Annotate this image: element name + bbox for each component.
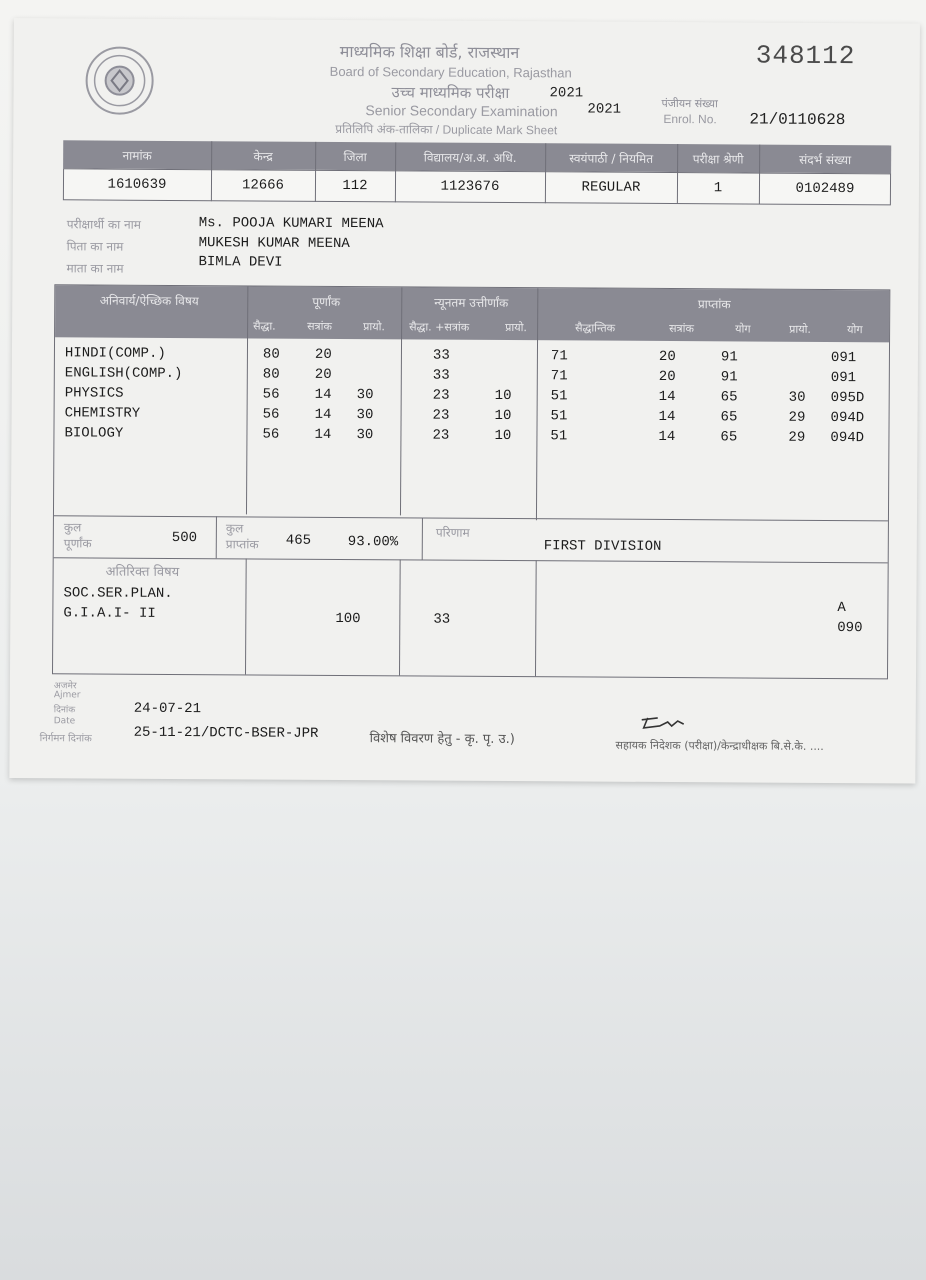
marks-cell-obt-sess: 20 [658,368,676,386]
marks-subheader: योग [847,323,863,337]
marks-cell-subject: HINDI(COMP.) [64,345,166,362]
board-name-hindi: माध्यमिक शिक्षा बोर्ड, राजस्थान [339,41,520,63]
marks-cell-subject: BIOLOGY [64,425,124,442]
marks-cell-max-th: 80 [262,366,280,383]
marks-cell-max-th: 56 [262,406,280,423]
marks-cell-min-th: 33 [432,367,450,384]
marks-cell-obt-sum: 65 [720,429,738,446]
marks-cell-max-pr: 30 [356,407,374,424]
marks-cell-obt-sum: 65 [720,409,738,426]
sheet-type: प्रतिलिपि अंक-तालिका / Duplicate Mark Sheet [335,121,558,138]
enrol-number: 21/0110628 [749,110,846,130]
place-hindi: अजमेर [53,681,77,692]
signature [638,712,698,736]
marks-cell-min-pr: 10 [494,427,512,445]
marks-cell-min-th: 33 [432,347,450,364]
marks-cell-min-pr: 10 [494,407,512,425]
additional-min-marks: 33 [433,611,451,628]
marks-cell-obt-pr: 29 [788,409,806,426]
marks-cell-min-th: 23 [432,387,450,404]
issue-date-label: निर्गमन दिनांक [39,733,92,745]
mother-name: BIMLA DEVI [198,254,283,271]
marks-subheader: योग [735,322,751,336]
marks-subheader: सत्रांक [307,319,332,333]
marks-cell-obt-sess: 14 [658,428,676,446]
info-table [63,140,891,205]
marks-cell-max-sess: 14 [314,386,332,403]
marks-table-row [54,425,888,450]
additional-grade: A [837,600,846,617]
marks-cell-obt-sess: 14 [658,408,676,426]
marks-subheader: प्रायो. [505,321,528,335]
marks-cell-min-pr: 10 [494,387,512,405]
marks-cell-obt-sum: 91 [720,349,738,366]
mother-name-label: माता का नाम [66,261,124,276]
marks-cell-max-sess: 20 [314,366,332,383]
marks-table [52,284,890,679]
marks-cell-obt-sum: 65 [720,389,738,406]
marks-cell-max-th: 80 [262,346,280,363]
marks-cell-obt-sess: 14 [658,388,676,406]
marks-subheader: प्रायो. [789,322,811,336]
marks-cell-obt-sess: 20 [658,348,676,366]
marks-cell-max-pr: 30 [356,387,374,404]
total-max-label: कुल पूर्णांक [63,520,92,551]
student-name-label: परीक्षार्थी का नाम [66,217,142,232]
date-2: 25-11-21/DCTC-BSER-JPR [133,724,319,742]
max-marks-header: पूर्णांक [312,294,341,309]
subject-column-header: अनिवार्य/ऐच्छिक विषय [99,293,199,309]
marks-cell-obt-th: 71 [550,368,568,385]
additional-subject-2: G.I.A.I- II [63,605,156,622]
marks-subheader: सत्रांक [669,322,694,336]
info-value-cell: 12666 [241,177,285,194]
info-value-cell: 0102489 [795,180,855,198]
total-max-marks: 500 [171,529,198,547]
marks-cell-max-sess: 14 [314,406,332,423]
info-value-cell: REGULAR [581,179,641,196]
info-value-cell: 112 [342,178,368,195]
exam-name-hindi: उच्च माध्यमिक परीक्षा [391,83,510,103]
marks-cell-total: 094D [830,409,865,427]
marks-subheader: प्रायो. [363,320,386,334]
date-1: 24-07-21 [133,700,202,718]
additional-max-marks: 100 [335,610,361,628]
father-name-label: पिता का नाम [66,239,124,254]
exam-year-english: 2021 [587,101,622,118]
info-header-cell: परीक्षा श्रेणी [692,152,744,167]
marks-cell-obt-pr: 29 [788,429,806,446]
marks-cell-total: 091 [830,349,857,367]
place-english: Ajmer [53,690,81,701]
obtained-marks-header: प्राप्तांक [697,297,731,312]
info-header-cell: केन्द्र [253,149,273,164]
date-label-hindi: दिनांक [53,705,76,716]
student-name: Ms. POOJA KUMARI MEENA [198,215,384,233]
enrol-label-hindi: पंजीयन संख्या [661,96,718,111]
marks-cell-obt-th: 51 [550,408,568,425]
marks-cell-max-th: 56 [262,426,280,443]
mark-sheet [9,18,920,784]
total-obtained-marks: 465 [285,532,312,549]
special-note: विशेष विवरण हेतु - कृ. पृ. उ.) [369,731,515,748]
date-label-english: Date [53,716,76,727]
marks-cell-subject: ENGLISH(COMP.) [64,365,183,383]
board-seal-logo [83,44,155,116]
marks-subheader: सैद्धा. [253,319,276,333]
board-name-english: Board of Secondary Education, Rajasthan [329,63,572,81]
exam-year: 2021 [549,85,584,102]
marks-cell-max-sess: 20 [314,346,332,363]
result-label: परिणाम [435,525,470,540]
marks-cell-max-th: 56 [262,386,280,403]
marks-cell-total: 091 [830,369,857,387]
additional-subject-label: अतिरिक्त विषय [105,564,180,581]
marks-cell-obt-th: 71 [550,348,568,365]
marks-subheader: सैद्धान्तिक [575,321,616,335]
info-header-cell: नामांक [122,148,152,163]
info-value-cell: 1610639 [107,176,167,193]
marks-cell-subject: PHYSICS [64,385,124,402]
marks-cell-obt-th: 51 [550,388,568,405]
additional-subject-1: SOC.SER.PLAN. [63,585,173,602]
marks-cell-obt-sum: 91 [720,369,738,386]
info-value-cell: 1123676 [440,178,500,195]
marks-cell-min-th: 23 [432,427,450,444]
info-header-cell: जिला [343,150,367,165]
serial-number: 348112 [755,40,856,72]
total-obtained-label: कुल प्राप्तांक [225,521,259,552]
marks-cell-max-sess: 14 [314,426,332,443]
marks-cell-obt-pr: 30 [788,389,806,406]
marks-cell-total: 094D [830,429,865,447]
percentage: 93.00% [347,534,399,551]
info-value-cell: 1 [713,180,723,197]
info-header-cell: स्वयंपाठी / नियमित [569,151,654,166]
min-marks-header: न्यूनतम उत्तीर्णांक [434,295,509,311]
father-name: MUKESH KUMAR MEENA [198,235,350,253]
marks-cell-total: 095D [830,389,865,407]
marks-cell-subject: CHEMISTRY [64,405,141,422]
info-header-cell: विद्यालय/अ.अ. अधि. [423,150,517,166]
exam-name-english: Senior Secondary Examination [365,102,558,120]
marks-cell-max-pr: 30 [356,427,374,444]
marks-cell-obt-th: 51 [550,428,568,445]
marks-cell-min-th: 23 [432,407,450,424]
enrol-label-english: Enrol. No. [663,111,717,127]
info-header-cell: संदर्भ संख्या [799,152,852,168]
additional-marks: 090 [837,620,863,637]
signatory-title: सहायक निदेशक (परीक्षा)/केन्द्राधीक्षक बि.से.के. .... [615,738,824,753]
result: FIRST DIVISION [543,538,662,555]
marks-subheader: सैद्धा. +सत्रांक [409,320,470,334]
